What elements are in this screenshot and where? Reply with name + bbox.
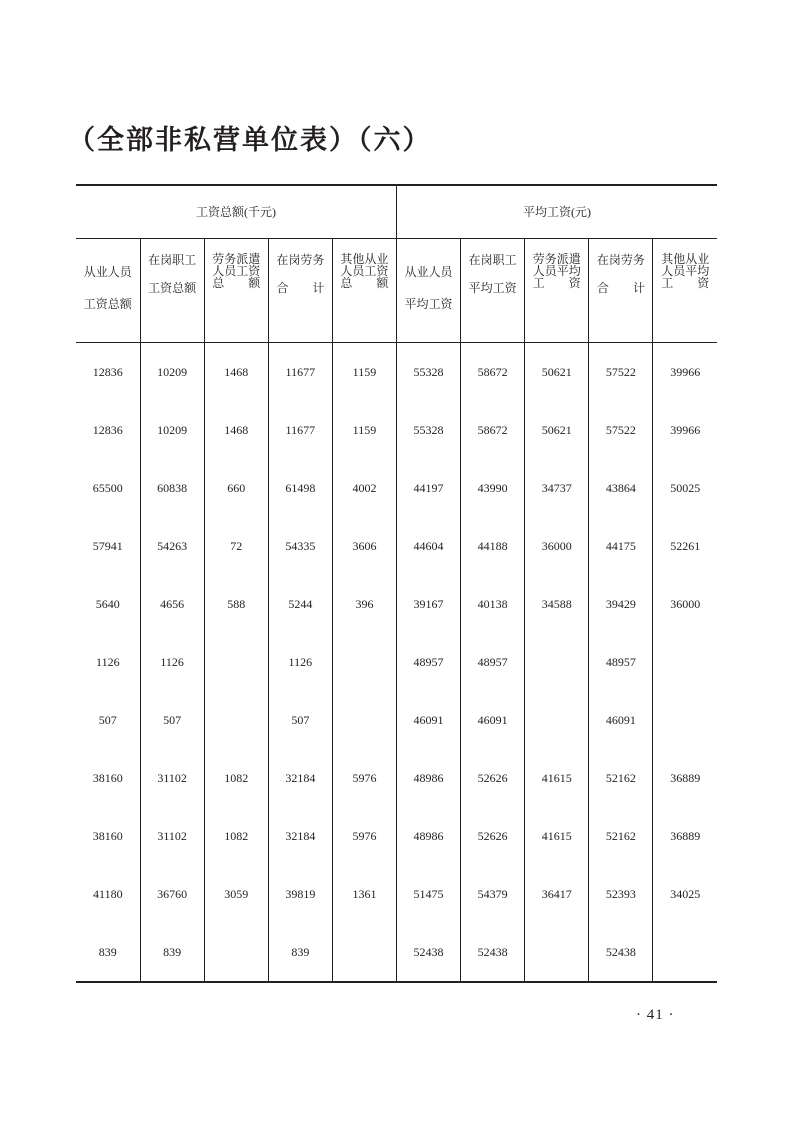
table-cell: 507 [268, 691, 332, 749]
table-cell: 10209 [140, 401, 204, 459]
header-line: 劳务派遣 [532, 252, 581, 266]
wage-table [76, 184, 717, 983]
table-row [76, 343, 717, 402]
table-cell: 52261 [653, 517, 717, 575]
table-cell [525, 691, 589, 749]
header-line: 平均工资 [468, 281, 517, 295]
sub-header-right-item-2 [589, 239, 653, 343]
table-cell: 4656 [140, 575, 204, 633]
table-row [76, 401, 717, 459]
table-body [76, 343, 717, 983]
table-cell: 40138 [461, 575, 525, 633]
table-cell: 1159 [332, 401, 396, 459]
sub-header-right-item-1 [525, 239, 589, 343]
table-cell: 1126 [96, 655, 120, 669]
table-cell: 52626 [461, 807, 525, 865]
table-cell: 61498 [268, 459, 332, 517]
table-cell: 41615 [525, 807, 589, 865]
table-cell: 1468 [204, 401, 268, 459]
table-cell: 39966 [653, 401, 717, 459]
table-cell: 46091 [461, 691, 525, 749]
table-cell: 36889 [653, 749, 717, 807]
header-line: 其他从业 [661, 252, 710, 266]
table-cell: 32184 [268, 749, 332, 807]
table-cell: 31102 [140, 749, 204, 807]
table-row [76, 865, 717, 923]
header-line: 人员工资 [340, 264, 389, 278]
table-cell: 55328 [397, 401, 461, 459]
table-cell: 839 [76, 923, 140, 982]
header-line: 总 额 [212, 276, 261, 290]
header-line: 人员平均 [661, 264, 710, 278]
table-cell: 396 [332, 575, 396, 633]
table-cell: 588 [204, 575, 268, 633]
table-cell: 36760 [140, 865, 204, 923]
table-cell: 1159 [332, 343, 396, 402]
table-cell: 839 [140, 923, 204, 982]
table-cell: 54379 [461, 865, 525, 923]
table-cell [332, 633, 396, 691]
table-cell: 36000 [653, 575, 717, 633]
table-row [76, 633, 717, 691]
table-cell: 1361 [332, 865, 396, 923]
header-line: 工 资 [532, 276, 581, 290]
table-cell: 36417 [525, 865, 589, 923]
table-cell: 48957 [589, 633, 653, 691]
table-cell: 3059 [204, 865, 268, 923]
header-line: 从业人员 [83, 265, 132, 279]
table-cell: 1082 [204, 807, 268, 865]
table-cell: 41615 [525, 749, 589, 807]
table-cell: 72 [204, 517, 268, 575]
table-cell: 48957 [461, 633, 525, 691]
header-line: 合 计 [276, 281, 325, 295]
header-line: 工资总额 [83, 297, 132, 311]
table-cell: 32184 [268, 807, 332, 865]
table-cell: 65500 [92, 481, 123, 495]
table-row [76, 575, 717, 633]
header-line: 在岗劳务 [596, 253, 645, 267]
table-cell: 34737 [525, 459, 589, 517]
table-cell: 31102 [140, 807, 204, 865]
table-cell: 1126 [140, 633, 204, 691]
table-cell: 4002 [332, 459, 396, 517]
table-cell: 5976 [332, 749, 396, 807]
table-cell: 58672 [461, 343, 525, 402]
header-line: 在岗劳务 [276, 253, 325, 267]
table-cell: 3606 [332, 517, 396, 575]
table-cell: 57941 [92, 539, 123, 553]
sub-header-right-item-0 [461, 239, 525, 343]
table-cell: 12836 [92, 365, 123, 379]
table-cell: 5640 [95, 597, 120, 611]
header-line-stack [525, 239, 588, 289]
table-cell: 44188 [461, 517, 525, 575]
table-cell: 43990 [461, 459, 525, 517]
table-cell: 39966 [653, 343, 717, 402]
table-cell [204, 923, 268, 982]
table-cell: 39429 [589, 575, 653, 633]
table-cell: 52438 [589, 923, 653, 982]
table-cell: 44197 [397, 459, 461, 517]
table-cell: 36889 [653, 807, 717, 865]
table-cell [525, 633, 589, 691]
table-row [76, 923, 717, 982]
table-cell: 52393 [589, 865, 653, 923]
header-line: 人员工资 [212, 264, 261, 278]
table-cell: 44175 [589, 517, 653, 575]
table-cell: 839 [268, 923, 332, 982]
table-cell: 54263 [140, 517, 204, 575]
table-cell: 48957 [397, 633, 461, 691]
table-cell: 43864 [589, 459, 653, 517]
table-cell: 12836 [92, 423, 123, 437]
header-line: 从业人员 [404, 265, 453, 279]
header-line: 总 额 [340, 276, 389, 290]
table-cell [204, 633, 268, 691]
page-title: （全部非私营单位表）（六） [68, 125, 432, 156]
sub-header-row [76, 239, 717, 343]
table-cell [653, 633, 717, 691]
group-header-average-wages: 平均工资(元) [397, 185, 718, 239]
table-cell [525, 923, 589, 982]
page-number: · 41 · [636, 1007, 675, 1023]
header-line: 劳务派遣 [212, 252, 261, 266]
table-cell: 58672 [461, 401, 525, 459]
sub-header-left-item-1 [204, 239, 268, 343]
table-cell: 11677 [268, 401, 332, 459]
header-line-stack [205, 239, 268, 289]
header-line: 工资总额 [148, 281, 197, 295]
table-cell: 46091 [397, 691, 461, 749]
table-cell: 507 [140, 691, 204, 749]
table-cell [332, 691, 396, 749]
sub-header-left-item-3 [332, 239, 396, 343]
table-cell: 52162 [589, 807, 653, 865]
table-cell: 52438 [461, 923, 525, 982]
table-cell: 1082 [204, 749, 268, 807]
table-cell: 10209 [140, 343, 204, 402]
table-cell: 39167 [397, 575, 461, 633]
table-cell: 41180 [93, 887, 123, 901]
table-cell: 48986 [397, 807, 461, 865]
table-cell: 44604 [397, 517, 461, 575]
header-line-stack [333, 239, 396, 289]
group-header-total-wages: 工资总额(千元) [76, 185, 397, 239]
table-cell: 507 [98, 713, 117, 727]
sub-header-left-total [76, 239, 140, 343]
table-cell: 34025 [653, 865, 717, 923]
table-cell: 11677 [268, 343, 332, 402]
sub-header-right-total [397, 239, 461, 343]
table-row [76, 691, 717, 749]
table-cell: 48986 [397, 749, 461, 807]
table-cell: 5976 [332, 807, 396, 865]
table-cell: 34588 [525, 575, 589, 633]
table-cell: 38160 [92, 829, 123, 843]
table-cell: 55328 [397, 343, 461, 402]
table-row [76, 517, 717, 575]
table-cell: 50025 [653, 459, 717, 517]
table-cell: 57522 [589, 401, 653, 459]
table-cell [653, 691, 717, 749]
sub-header-left-item-0 [140, 239, 204, 343]
table-cell [653, 923, 717, 982]
table-cell: 36000 [525, 517, 589, 575]
table-cell [204, 691, 268, 749]
table-row [76, 807, 717, 865]
header-line: 合 计 [596, 281, 645, 295]
sub-header-left-item-2 [268, 239, 332, 343]
header-line: 在岗职工 [468, 253, 517, 267]
table-cell: 52438 [397, 923, 461, 982]
group-header-row [76, 185, 717, 239]
table-cell: 51475 [397, 865, 461, 923]
table-cell: 1468 [204, 343, 268, 402]
sub-header-right-item-3 [653, 239, 717, 343]
table-cell: 50621 [525, 343, 589, 402]
table-cell: 5244 [268, 575, 332, 633]
header-line: 其他从业 [340, 252, 389, 266]
header-line: 工 资 [661, 276, 710, 290]
table-cell: 50621 [525, 401, 589, 459]
table-row [76, 749, 717, 807]
table-cell: 39819 [268, 865, 332, 923]
table-cell: 38160 [92, 771, 123, 785]
table-cell: 57522 [589, 343, 653, 402]
table-cell: 54335 [268, 517, 332, 575]
header-line: 平均工资 [404, 297, 453, 311]
table-row [76, 459, 717, 517]
table-cell: 52626 [461, 749, 525, 807]
table-cell [332, 923, 396, 982]
header-line: 在岗职工 [148, 253, 197, 267]
header-line: 人员平均 [532, 264, 581, 278]
table-cell: 1126 [268, 633, 332, 691]
table-cell: 60838 [140, 459, 204, 517]
table-cell: 660 [204, 459, 268, 517]
header-line-stack [653, 239, 717, 289]
table-cell: 52162 [589, 749, 653, 807]
table-cell: 46091 [589, 691, 653, 749]
